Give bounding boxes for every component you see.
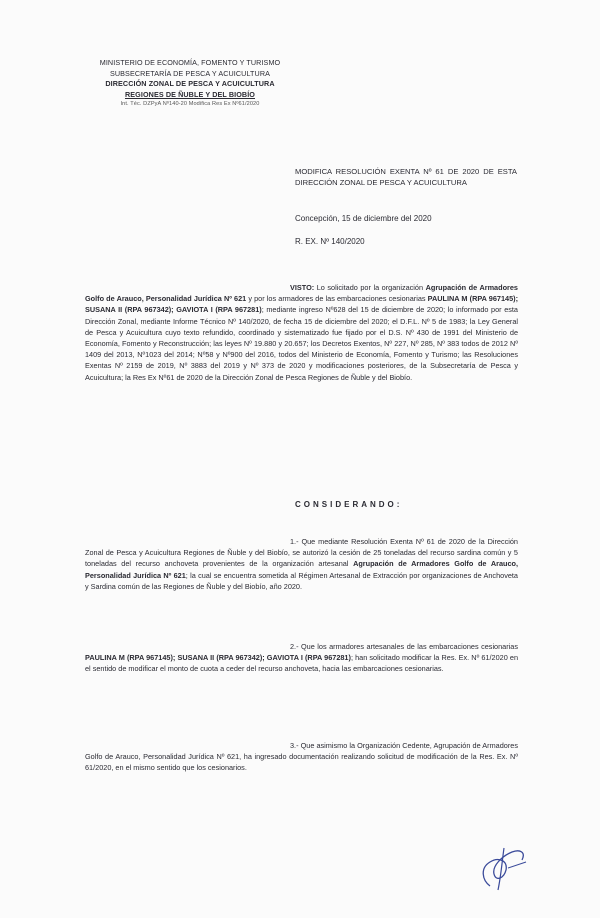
considerando-2 <box>85 641 518 675</box>
visto-text-1: Lo solicitado por la organización <box>314 283 426 292</box>
directorate-line: DIRECCIÓN ZONAL DE PESCA Y ACUICULTURA <box>105 79 275 88</box>
considerando-1 <box>85 536 518 592</box>
subject-heading: MODIFICA RESOLUCIÓN EXENTA Nº 61 DE 2020 DE ESTA DIRECCIÓN ZONAL DE PESCA Y ACUICULTURA <box>295 167 517 187</box>
regions-line: REGIONES DE ÑUBLE Y DEL BIOBÍO <box>124 89 255 99</box>
considerando-3 <box>85 740 518 774</box>
visto-label: VISTO: <box>290 283 315 292</box>
resolution-number: R. EX. Nº 140/2020 <box>295 237 365 246</box>
handwritten-signature <box>468 838 538 898</box>
c3-text: 3.- Que asimismo la Organización Cedente, Agrupación de Armadores Golfo de Arauco, Personalidad Jurídica Nº 621, ha ingresado documentación realizando solicitud de modificación de la Res. Ex. Nº 61/2020, en el mismo sentido que los cesionarios. <box>85 741 518 773</box>
visto-paragraph <box>85 282 518 383</box>
place-date: Concepción, 15 de diciembre del 2020 <box>295 214 432 223</box>
c1-organization: Agrupación de Armadores Golfo de Arauco, Personalidad Jurídica Nº 621 <box>85 559 518 580</box>
c2-text-1: 2.- Que los armadores artesanales de las embarcaciones cesionarias <box>290 642 518 651</box>
letterhead <box>90 58 290 109</box>
ministry-line: MINISTERIO DE ECONOMÍA, FOMENTO Y TURISMO <box>99 58 281 67</box>
considerando-heading: CONSIDERANDO: <box>295 500 403 509</box>
visto-text-3: ; mediante ingreso Nº628 del 15 de diciembre de 2020; lo informado por esta Dirección Zonal, mediante Informe Técnico Nº 140/2020, de fecha 15 de diciembre del 2020; el D.F.L. Nº 5 de 1983; la Ley General de Pesca y Acuicultura cuyo texto refundido, coordinado y sistematizado fue fijado por el D.S. Nº 430 de 1991 del Ministerio de Economía, Fomento y Reconstrucción; las leyes Nº 19.880 y 20.657; los Decretos Exentos, Nº 227, Nº 285, Nº 383 todos de 2012 Nº 1409 del 2013, Nº1023 del 2014; Nº58 y Nº900 del 2016, todos del Ministerio de Economía, Fomento y Turismo; las Resoluciones Exentas Nº 2159 de 2019, Nº 3883 del 2019 y Nº 373 de 2020 y modificaciones posteriores, de la Subsecretaría de Pesca y Acuicultura; la Res Ex Nº61 de 2020 de la Dirección Zonal de Pesca Regiones de Ñuble y del Biobío. <box>85 305 518 382</box>
visto-text-2: y por los armadores de las embarcaciones cesionarias <box>246 294 428 304</box>
reference-line: Int. Téc. DZPyA Nº140-20 Modifica Res Ex Nº61/2020 <box>120 101 260 107</box>
visto-boats: PAULINA M (RPA 967145); SUSANA II (RPA 967342); GAVIOTA I (RPA 967281) <box>85 294 519 315</box>
c1-text-2: ; la cual se encuentra sometida al Régimen Artesanal de Extracción por organizaciones de Anchoveta y Sardina común de las Regiones de Ñuble y del Biobío, año 2020. <box>85 570 518 591</box>
c2-text-2: ; han solicitado modificar la Res. Ex. Nº 61/2020 en el sentido de modificar el monto de cuota a ceder del recurso anchoveta, hacia las embarcaciones cesionarias. <box>85 653 519 674</box>
visto-organization: Agrupación de Armadores Golfo de Arauco, Personalidad Jurídica Nº 621 <box>85 283 518 304</box>
c2-boats: PAULINA M (RPA 967145); SUSANA II (RPA 967342); GAVIOTA I (RPA 967281) <box>85 653 351 663</box>
c1-text-1: 1.- Que mediante Resolución Exenta Nº 61 de 2020 de la Dirección Zonal de Pesca y Acuicultura Regiones de Ñuble y del Biobío, se autorizó la cesión de 25 toneladas del recurso sardina común y 5 toneladas del recurso anchoveta provenientes de la organización artesanal <box>85 537 518 569</box>
subsecretariat-line: SUBSECRETARÍA DE PESCA Y ACUICULTURA <box>109 68 271 78</box>
